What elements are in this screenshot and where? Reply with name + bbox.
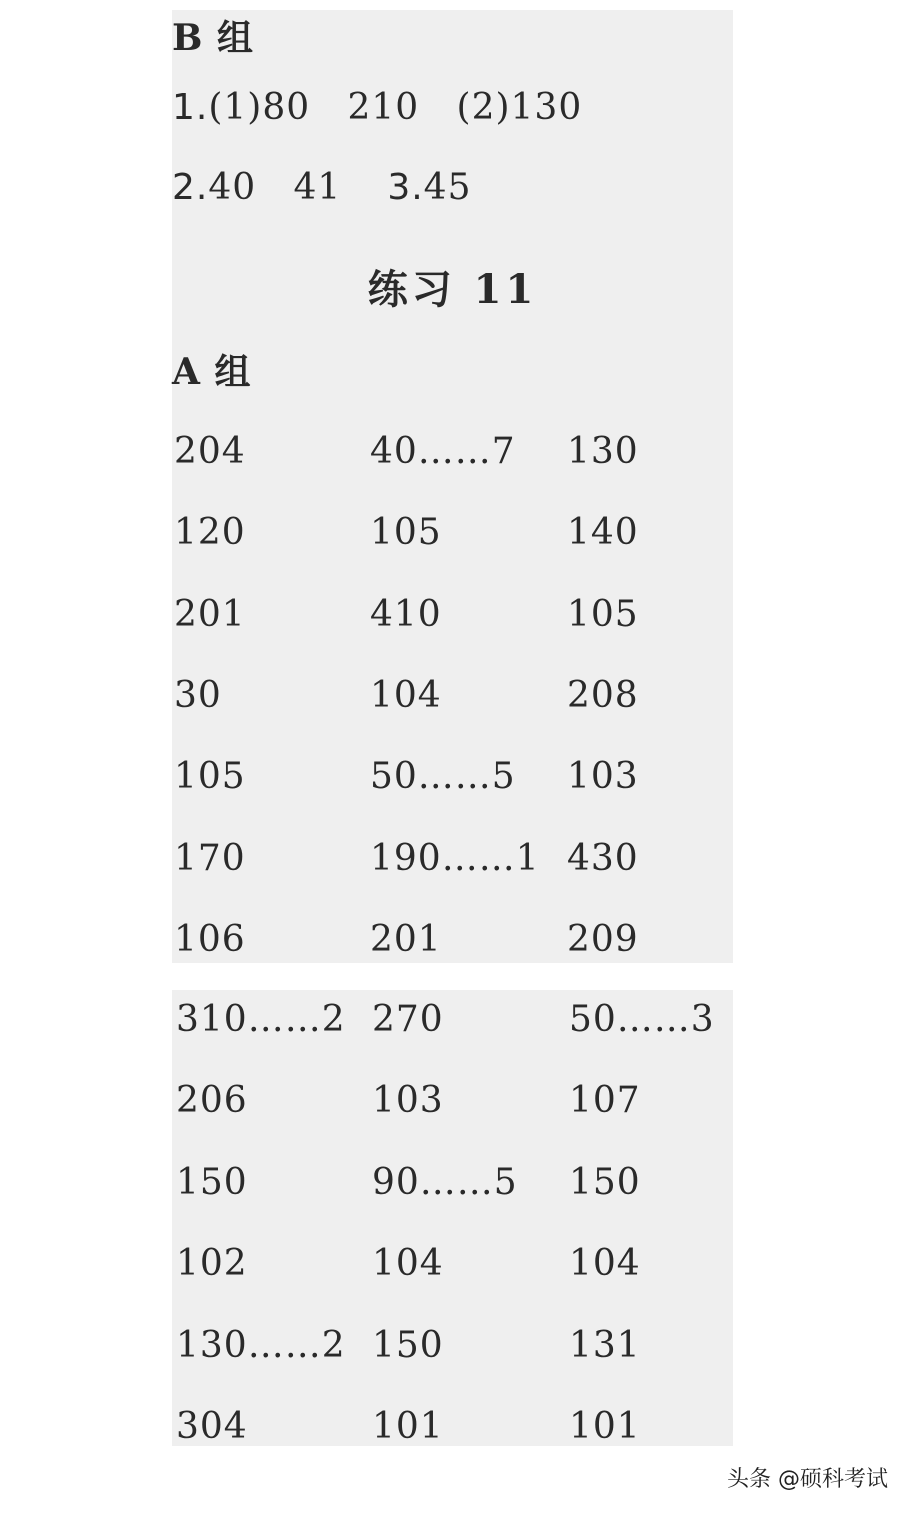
answer-cell: 430	[567, 837, 639, 879]
answer-cell: 104	[569, 1243, 641, 1285]
answer-cell: 206	[176, 1080, 248, 1122]
answer-cell: 106	[174, 918, 246, 960]
answer-cell: 103	[567, 756, 639, 798]
group-b-line-1	[172, 88, 582, 128]
watermark: 头条 @硕科考试	[727, 1467, 888, 1492]
answer-text: (1)80 210 (2)130	[208, 87, 583, 128]
answer-cell: 130	[567, 431, 639, 472]
group-b-heading: B 组	[172, 17, 254, 59]
answer-cell: 50……5	[370, 756, 516, 798]
exercise-title: 练习 11	[367, 266, 538, 313]
answer-cell: 105	[174, 756, 246, 798]
question-number: 2.	[172, 167, 209, 208]
answer-cell: 50……3	[569, 999, 715, 1040]
answer-cell: 102	[176, 1243, 248, 1285]
answer-cell: 105	[370, 512, 442, 554]
group-a-heading: A 组	[172, 351, 252, 393]
answer-cell: 107	[569, 1080, 641, 1122]
answer-cell: 150	[372, 1324, 444, 1366]
answer-cell: 40……7	[370, 431, 516, 472]
answer-cell: 150	[176, 1161, 248, 1203]
answer-cell: 101	[569, 1406, 641, 1447]
answer-cell: 170	[174, 837, 246, 879]
answer-panel-bottom	[172, 990, 733, 1446]
answer-cell: 270	[372, 999, 444, 1040]
group-b-line-2	[172, 168, 471, 208]
answer-cell: 104	[372, 1243, 444, 1285]
answer-cell: 30	[174, 674, 222, 716]
answer-cell: 90……5	[372, 1161, 518, 1203]
answer-cell: 103	[372, 1080, 444, 1122]
answer-cell: 209	[567, 918, 639, 960]
answer-cell: 204	[174, 431, 246, 472]
answer-cell: 120	[174, 512, 246, 554]
answer-cell: 190……1	[370, 837, 540, 879]
answer-cell: 201	[370, 918, 442, 960]
answer-text: 45	[423, 167, 472, 208]
answer-cell: 104	[370, 674, 442, 716]
answer-cell: 105	[567, 593, 639, 635]
answer-cell: 304	[176, 1406, 248, 1447]
answer-cell: 150	[569, 1161, 641, 1203]
answer-cell: 208	[567, 674, 639, 716]
answer-text: 40 41	[208, 167, 342, 208]
answer-panel-top	[172, 10, 733, 963]
answer-cell: 410	[370, 593, 442, 635]
question-number: 1.	[172, 87, 209, 128]
answer-cell: 201	[174, 593, 246, 635]
answer-cell: 140	[567, 512, 639, 554]
answer-cell: 131	[569, 1324, 641, 1366]
answer-cell: 130……2	[176, 1324, 346, 1366]
answer-cell: 310……2	[176, 999, 346, 1040]
answer-cell: 101	[372, 1406, 444, 1447]
question-number: 3.	[387, 167, 424, 208]
